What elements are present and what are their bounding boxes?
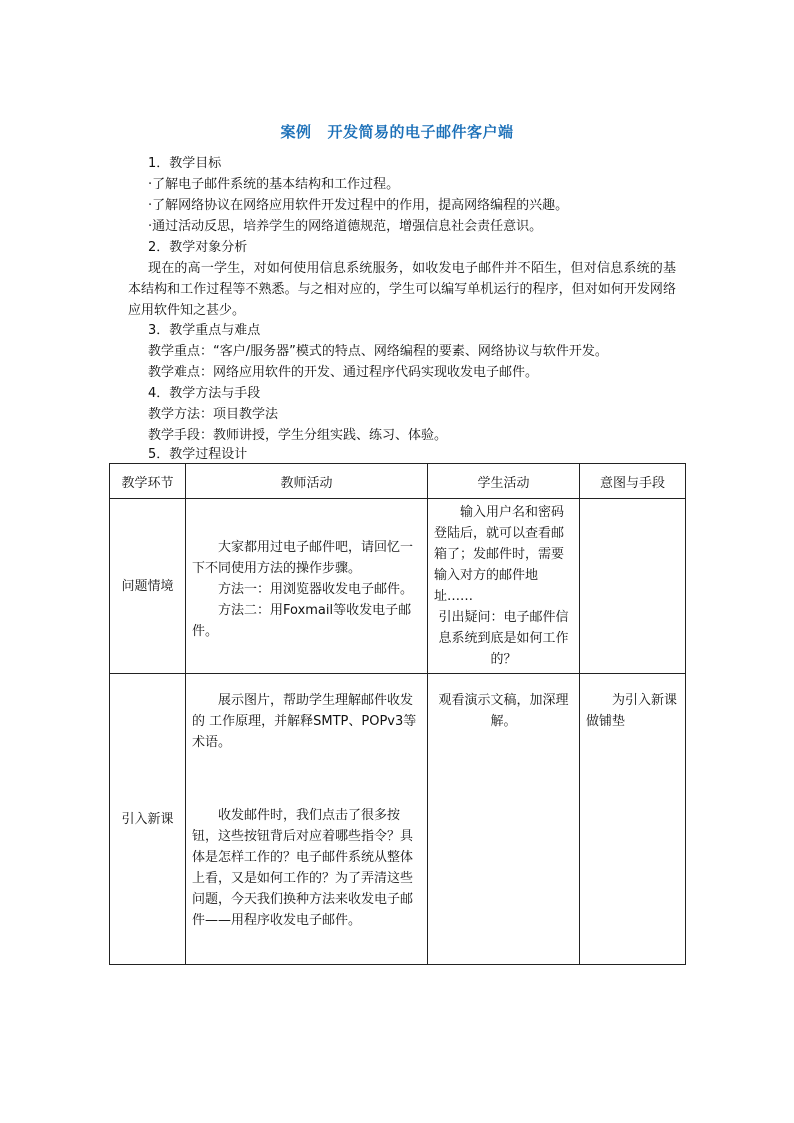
teaching-process-table (109, 463, 686, 965)
row2-stage: 引入新课 (110, 674, 186, 965)
row1-teacher-para-1: 大家都用过电子邮件吧，请回忆一下不同使用方法的操作步骤。 (192, 540, 414, 576)
table-header-row (110, 464, 686, 499)
objective-item-1: ·了解电子邮件系统的基本结构和工作过程。 (148, 177, 400, 192)
row2-teacher-para-1: 展示图片，帮助学生理解邮件收发的 工作原理，并解释SMTP、POPv3等术语。 (192, 693, 417, 750)
section-heading-4: 4．教学方法与手段 (148, 386, 261, 401)
objective-item-3: ·通过活动反思，培养学生的网络道德规范，增强信息社会责任意识。 (148, 219, 543, 234)
row2-student-activity (428, 674, 580, 965)
header-intent: 意图与手段 (580, 464, 686, 499)
row1-student-activity (428, 499, 580, 674)
row1-student-para-2: 引出疑问：电子邮件信息系统到底是如何工作的？ (438, 610, 569, 667)
header-student-activity: 学生活动 (428, 464, 580, 499)
section-heading-1: 1．教学目标 (148, 156, 222, 171)
row2-intent-text: 为引入新课做铺垫 (586, 693, 678, 729)
section-heading-2: 2．教学对象分析 (148, 240, 248, 255)
title-part2: 开发简易的电子邮件客户端 (327, 123, 514, 141)
teaching-means-text: 教学手段：教师讲授，学生分组实践、练习、体验。 (148, 428, 448, 443)
table-row (110, 674, 686, 965)
teaching-method-text: 教学方法：项目教学法 (148, 407, 279, 422)
row1-teacher-para-3: 方法二：用Foxmail等收发电子邮件。 (192, 603, 412, 639)
title-part1: 案例 (280, 123, 312, 141)
row1-teacher-activity (186, 499, 428, 674)
objective-item-2: ·了解网络协议在网络应用软件开发过程中的作用，提高网络编程的兴趣。 (148, 198, 569, 213)
section-heading-5: 5．教学过程设计 (148, 447, 248, 462)
difficult-points-text: 教学难点：网络应用软件的开发、通过程序代码实现收发电子邮件。 (148, 365, 539, 380)
row1-teacher-para-2: 方法一：用浏览器收发电子邮件。 (218, 582, 414, 597)
row2-student-para-1: 观看演示文稿，加深理解。 (438, 693, 569, 729)
row2-teacher-para-2: 收发邮件时，我们点击了很多按钮，这些按钮背后对应着哪些指令？具体是怎样工作的？电子邮件系统从整体上看，又是如何工作的？为了弄清这些问题，今天我们换种方法来收发电子邮件——用程序收发电子邮件。 (192, 808, 414, 928)
section-heading-3: 3．教学重点与难点 (148, 323, 261, 338)
table-row (110, 499, 686, 674)
row2-teacher-activity (186, 674, 428, 965)
row1-stage: 问题情境 (110, 499, 186, 674)
header-stage: 教学环节 (110, 464, 186, 499)
audience-analysis-paragraph: 现在的高一学生，对如何使用信息系统服务，如收发电子邮件并不陌生，但对信息系统的基本结构和工作过程等不熟悉。与之相对应的，学生可以编写单机运行的程序，但对如何开发网络应用软件知之甚少。 (128, 261, 676, 318)
row2-intent (580, 674, 686, 965)
key-points-text: 教学重点：“客户/服务器”模式的特点、网络编程的要素、网络协议与软件开发。 (148, 344, 608, 359)
row1-student-para-1: 输入用户名和密码登陆后，就可以查看邮箱了；发邮件时，需要输入对方的邮件地址…… (434, 505, 565, 604)
page-title (0, 121, 794, 142)
header-teacher-activity: 教师活动 (186, 464, 428, 499)
row1-intent (580, 499, 686, 674)
